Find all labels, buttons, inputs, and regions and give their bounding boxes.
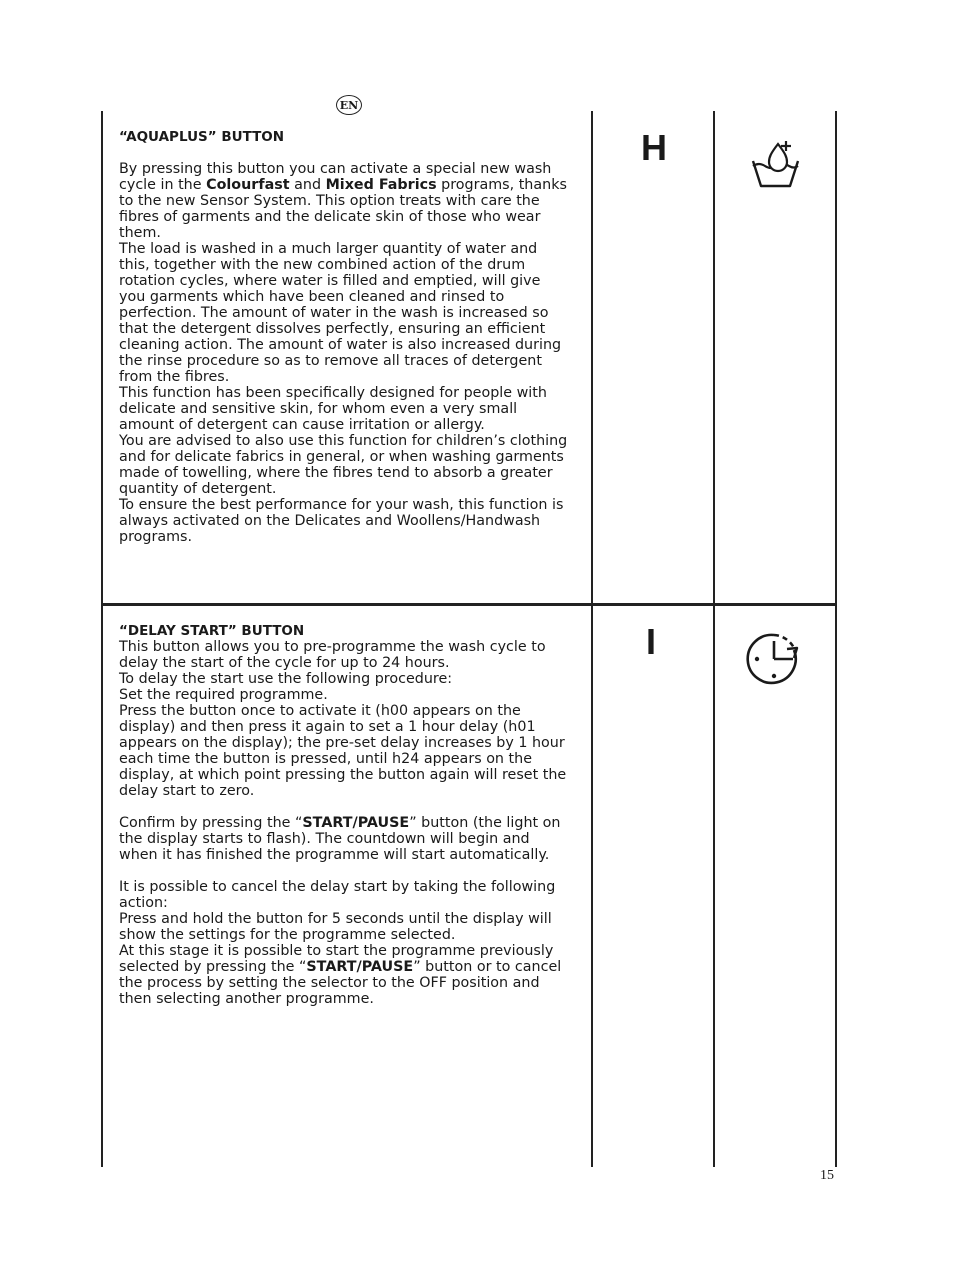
delay-start-paragraph-6: It is possible to cancel the delay start by taking the following action: [119, 879, 556, 911]
table-right-border [835, 111, 837, 1167]
delay-start-paragraph-1: This button allows you to pre-programme the wash cycle to delay the start of the cycle for up to 24 hours. [119, 639, 546, 671]
aquaplus-paragraph-1: By pressing this button you can activate a special new wash cycle in the Colourfast and Mixed Fabrics programs, thanks to the new Sensor System. This option treats with care the fibres of garments and the delicate skin of those who wear them. [119, 161, 567, 241]
aquaplus-paragraph-5: To ensure the best performance for your wash, this function is always activated on the Delicates and Woollens/Handwash programs. [119, 497, 564, 545]
aquaplus-paragraph-4: You are advised to also use this function for children’s clothing and for delicate fabrics in general, or when washing garments made of towelling, where the fibres tend to absorb a greater quantity of detergent. [119, 433, 568, 497]
delay-start-key-letter: I [646, 621, 657, 662]
delay-clock-icon [746, 631, 802, 691]
aquaplus-icon [750, 137, 802, 193]
delay-start-section [119, 623, 569, 1007]
table-divider-key-icon [713, 111, 715, 1167]
language-badge: EN [336, 95, 362, 115]
aquaplus-heading: “AQUAPLUS” BUTTON [119, 129, 285, 145]
table-left-border [101, 111, 103, 1167]
table-divider-text-key [591, 111, 593, 1167]
aquaplus-section [119, 129, 569, 545]
table-row-separator [101, 603, 837, 606]
page-number: 15 [820, 1168, 834, 1183]
delay-start-paragraph-5: Confirm by pressing the “START/PAUSE” button (the light on the display starts to flash). The countdown will begin and when it has finished the programme will start automatically. [119, 815, 561, 863]
aquaplus-key-letter: H [641, 127, 667, 168]
aquaplus-paragraph-3: This function has been specifically designed for people with delicate and sensitive skin, for whom even a very small amount of detergent can cause irritation or allergy. [119, 385, 547, 433]
delay-start-paragraph-4: Press the button once to activate it (h00 appears on the display) and then press it again to set a 1 hour delay (h01 appears on the display); the pre-set delay increases by 1 hour each time the button is pressed, until h24 appears on the display, at which point pressing the button again will reset the delay start to zero. [119, 703, 567, 799]
delay-start-paragraph-8: At this stage it is possible to start the programme previously selected by pressing the “START/PAUSE” button or to cancel the process by setting the selector to the OFF position and then selecting another programme. [119, 943, 562, 1007]
delay-start-paragraph-2: To delay the start use the following procedure: [119, 671, 453, 687]
delay-start-paragraph-7: Press and hold the button for 5 seconds until the display will show the settings for the programme selected. [119, 911, 552, 943]
delay-start-paragraph-3: Set the required programme. [119, 687, 328, 703]
aquaplus-paragraph-2: The load is washed in a much larger quantity of water and this, together with the new combined action of the drum rotation cycles, where water is filled and emptied, will give you garments which have been cleaned and rinsed to perfection. The amount of water in the wash is increased so that the detergent dissolves perfectly, ensuring an efficient cleaning action. The amount of water is also increased during the rinse procedure so as to remove all traces of detergent from the fibres. [119, 241, 562, 385]
delay-start-heading: “DELAY START” BUTTON [119, 623, 305, 639]
